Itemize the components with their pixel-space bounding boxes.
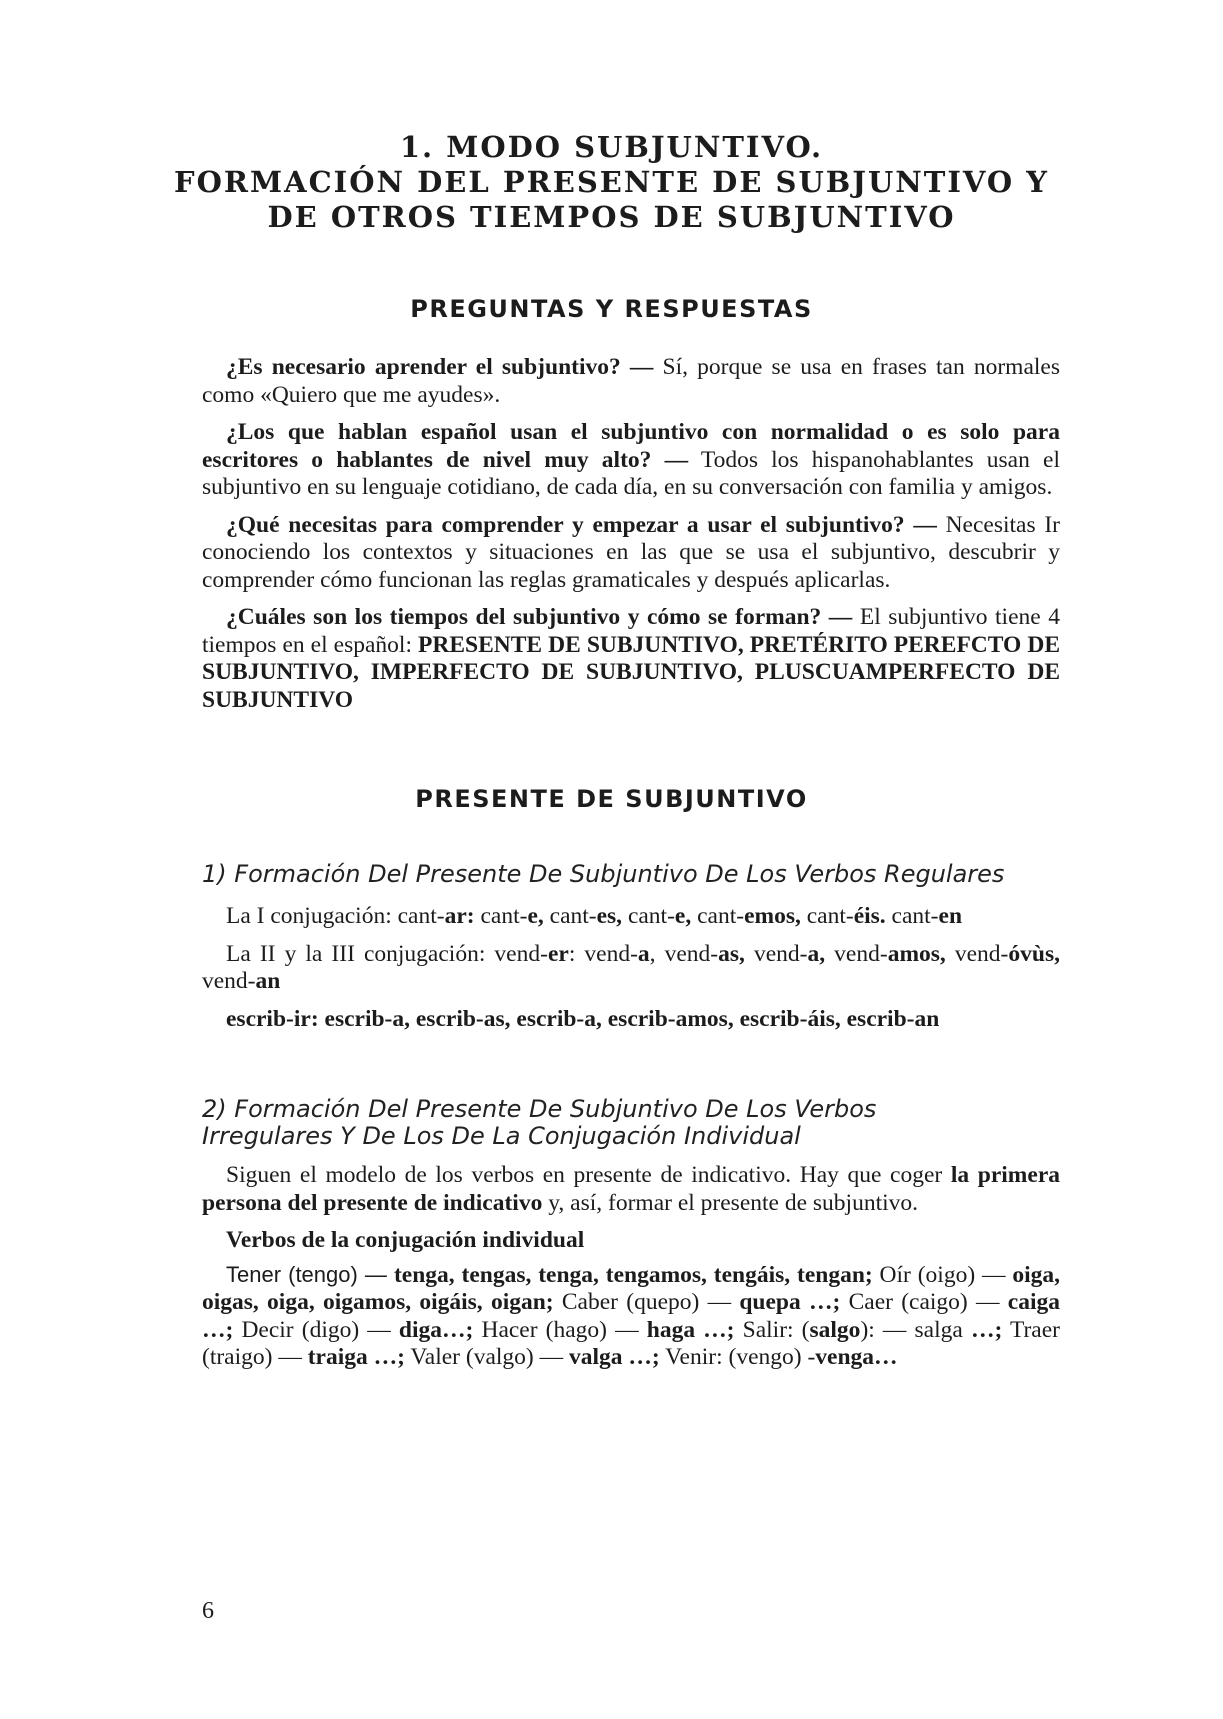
form-ending: en — [938, 903, 963, 929]
individual-heading — [202, 1227, 1060, 1255]
form-stem: cant- — [885, 903, 939, 929]
form-stem: vend- — [202, 968, 256, 994]
form-stem: vend- — [744, 940, 808, 967]
form-ending: óvùs, — [1008, 940, 1060, 967]
qa-answer: Necesitas Ir conociendo los contextos y situaciones en las que se usa el subjuntivo, descubrir y comprender cómo funcionan las reglas gramaticales y después aplicarlas. — [202, 511, 1060, 593]
form-ending: an — [255, 968, 281, 994]
form-ending: emos, — [744, 903, 801, 929]
qa-list — [202, 354, 1060, 724]
form-ending: e, — [674, 903, 692, 929]
verb-forms: venga… — [815, 1344, 898, 1370]
qa-answer: Sí, porque se usa en frases tan normales como «Quiero que me ayudes». — [202, 354, 1060, 408]
qa-answer: El subjuntivo tiene 4 tiempos en el español: — [202, 604, 1060, 658]
intro-emphasis: la primera persona del presente de indicativo — [202, 1162, 1060, 1216]
conjugation-2 — [202, 941, 1060, 996]
form-ending: as, — [718, 940, 745, 967]
verb-infinitive: Valer (valgo) — — [404, 1344, 569, 1370]
form-stem: cant- — [543, 903, 597, 929]
qa-question: ¿Los que hablan español usan el subjuntivo con normalidad o es solo para escritores o hablantes de nivel muy alto? — — [202, 419, 1060, 473]
conjugation-3 — [202, 1006, 1060, 1034]
verb-infinitive: Caber (quepo) — — [553, 1289, 740, 1315]
form-stem: cant- — [474, 903, 528, 929]
chapter-title-line-2: FORMACIÓN DEL PRESENTE DE SUBJUNTIVO Y — [174, 165, 1049, 199]
regular-conjugations — [202, 903, 1060, 1043]
verb-forms: haga …; — [646, 1316, 735, 1343]
chapter-title-line-1: 1. MODO SUBJUNTIVO. — [399, 130, 824, 164]
qa-question: ¿Cuáles son los tiempos del subjuntivo y cómo se forman? — — [226, 604, 853, 630]
verb-forms: traiga …; — [307, 1344, 405, 1370]
chapter-title — [120, 130, 1103, 235]
form-ending: amos, — [887, 940, 946, 967]
verb-infinitive: ): — salga — [860, 1316, 971, 1343]
form-stem: : vend- — [568, 940, 638, 967]
qa-question: ¿Qué necesitas para comprender y empezar a usar el subjuntivo? — — [226, 511, 937, 538]
verb-forms: caiga …; — [202, 1289, 1060, 1343]
form-stem: vend- — [945, 940, 1009, 967]
conjugation-1 — [202, 903, 1060, 931]
subheading-regular-verbs: 1) Formación Del Presente De Subjuntivo De Los Verbos Regulares — [202, 860, 1005, 888]
page-number: 6 — [202, 1598, 214, 1624]
conj-inf-ending: ar: — [444, 903, 475, 929]
form-stem: cant- — [691, 903, 745, 929]
qa-item — [202, 604, 1060, 714]
irregular-section — [202, 1162, 1060, 1382]
conj-label: La II y la III conjugación: — [226, 940, 495, 967]
verb-infinitive: Caer (caigo) — — [840, 1289, 1008, 1315]
verb-forms: diga…; — [398, 1316, 474, 1343]
presente-section-heading: PRESENTE DE SUBJUNTIVO — [415, 785, 808, 813]
qa-question: ¿Es necesario aprender el subjuntivo? — — [226, 354, 654, 380]
verb-infinitive: Venir: (vengo) - — [659, 1344, 816, 1370]
verb-forms: tenga, tengas, tenga, tengamos, tengáis, tengan; — [393, 1261, 873, 1288]
individual-heading-text: Verbos de la conjugación individual — [226, 1227, 585, 1253]
form-stem: cant- — [622, 903, 675, 929]
form-ending: es, — [596, 903, 623, 929]
conj-inf-stem: cant- — [397, 903, 445, 929]
qa-section-heading: PREGUNTAS Y RESPUESTAS — [410, 295, 813, 323]
verb-infinitive: Hacer (hago) — — [473, 1316, 647, 1343]
verb-infinitive: Tener (tengo) — — [226, 1261, 394, 1287]
verb-infinitive: Salir: ( — [734, 1316, 810, 1343]
form-ending: éis. — [853, 903, 886, 929]
verb-forms: …; — [970, 1316, 1003, 1343]
form-ending: a, — [807, 940, 826, 967]
verb-forms: quepa …; — [739, 1289, 841, 1315]
verb-infinitive: Traer (traigo) — — [202, 1316, 1060, 1370]
qa-answer-tenses: PRESENTE DE SUBJUNTIVO, PRETÉRITO PEREFCTO DE SUBJUNTIVO, IMPERFECTO DE SUBJUNTIVO, PLUSCUAMPERFECTO DE SUBJUNTIVO — [202, 631, 1060, 713]
form-stem: , vend- — [649, 940, 719, 967]
individual-verbs-list — [202, 1261, 1060, 1372]
form-ending: e, — [527, 903, 544, 929]
qa-item — [202, 354, 1060, 409]
qa-answer: Todos los hispanohablantes usan el subjuntivo en su lenguaje cotidiano, de cada día, en su conversación con familia y amigos. — [202, 446, 1060, 500]
qa-item — [202, 419, 1060, 502]
conj-inf-ending: er — [547, 940, 569, 967]
conj-label: La I conjugación: — [226, 903, 398, 929]
form-ending: a — [637, 940, 650, 967]
verb-infinitive: Oír (oigo) — — [872, 1261, 1013, 1288]
intro-text: y, así, formar el presente de subjuntivo. — [542, 1189, 919, 1216]
chapter-title-line-3: DE OTROS TIEMPOS DE SUBJUNTIVO — [267, 200, 956, 234]
form-stem: vend- — [825, 940, 888, 967]
conj3-forms: escrib-ir: escrib-a, escrib-as, escrib-a, escrib-amos, escrib-áis, escrib-an — [226, 1005, 940, 1032]
verb-forms: oiga, oigas, oiga, oigamos, oigáis, oigan; — [202, 1261, 1061, 1315]
intro-text: Siguen el modelo de los verbos en presente de indicativo. Hay que coger — [226, 1162, 951, 1188]
conj-inf-stem: vend- — [494, 940, 548, 967]
verb-forms: salgo — [809, 1316, 861, 1343]
form-stem: cant- — [800, 903, 854, 929]
verb-forms: valga …; — [569, 1344, 660, 1370]
irregular-intro — [202, 1162, 1060, 1217]
verb-infinitive: Decir (digo) — — [233, 1316, 399, 1343]
qa-item — [202, 512, 1060, 595]
subheading-irregular-verbs: 2) Formación Del Presente De Subjuntivo De Los Verbos Irregulares Y De Los De La Conjugación Individual — [202, 1095, 877, 1150]
